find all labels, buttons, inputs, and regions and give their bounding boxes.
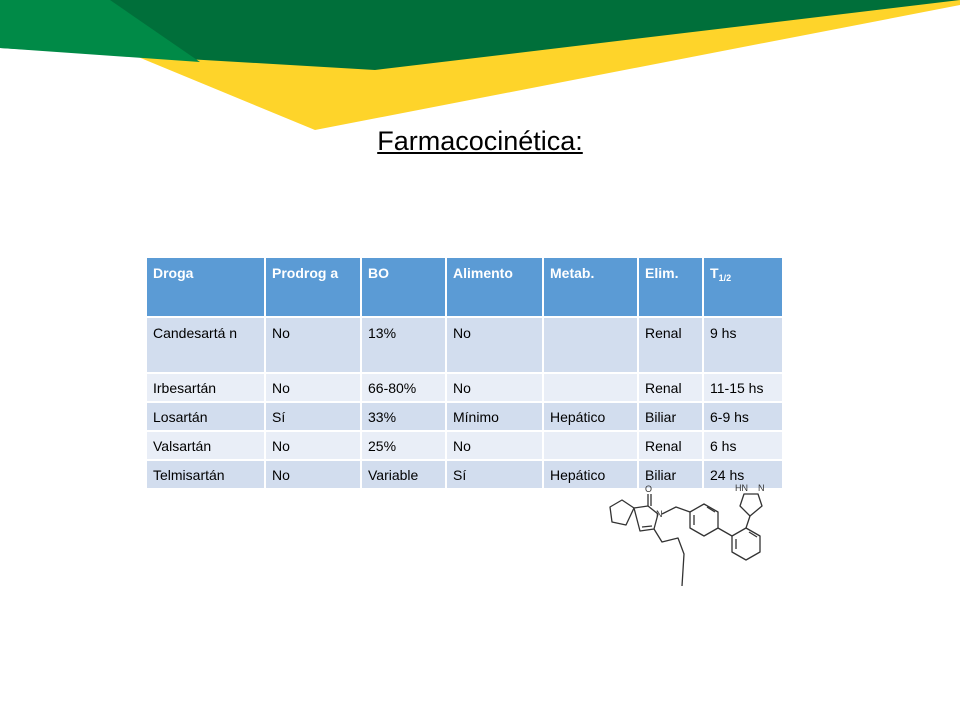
table-cell: Sí (265, 402, 361, 431)
table-row (146, 373, 783, 402)
atom-label-n: N (656, 509, 663, 519)
decorative-banner (0, 0, 960, 140)
table-cell: Mínimo (446, 402, 543, 431)
atom-label-o: O (645, 484, 653, 494)
header-elim: Elim. (638, 257, 703, 317)
atom-label-n-ring: N (758, 483, 765, 493)
table-cell: Sí (446, 460, 543, 489)
table-cell: No (446, 373, 543, 402)
header-droga: Droga (146, 257, 265, 317)
header-alimento: Alimento (446, 257, 543, 317)
table-cell: Biliar (638, 402, 703, 431)
molecule-structure-image (598, 476, 788, 591)
table-cell: Renal (638, 317, 703, 373)
table-cell: 6-9 hs (703, 402, 783, 431)
half-life-letter: T (710, 265, 719, 281)
table-cell: Variable (361, 460, 446, 489)
table-cell: 9 hs (703, 317, 783, 373)
pharmacokinetics-table (145, 256, 784, 490)
table-cell: Hepático (543, 460, 638, 489)
table-cell: No (265, 460, 361, 489)
table-cell: Biliar (638, 460, 703, 489)
table-row (146, 431, 783, 460)
atom-label-hn: HN (735, 483, 748, 493)
table-cell: 6 hs (703, 431, 783, 460)
page-title: Farmacocinética: (377, 126, 583, 156)
half-life-subscript: 1/2 (718, 273, 732, 283)
table-cell (543, 373, 638, 402)
table-cell: No (265, 317, 361, 373)
header-metab: Metab. (543, 257, 638, 317)
table-cell: Renal (638, 431, 703, 460)
table-cell: No (265, 431, 361, 460)
table-cell: 25% (361, 431, 446, 460)
header-half-life (703, 257, 783, 317)
header-bo: BO (361, 257, 446, 317)
table-cell (543, 431, 638, 460)
table-cell: Telmisartán (146, 460, 265, 489)
table-cell: 11-15 hs (703, 373, 783, 402)
table-header-row (146, 257, 783, 317)
table-cell: No (446, 317, 543, 373)
table-cell: Valsartán (146, 431, 265, 460)
table-cell: Hepático (543, 402, 638, 431)
table-cell: 66-80% (361, 373, 446, 402)
table-cell: Candesartá n (146, 317, 265, 373)
table-cell: 33% (361, 402, 446, 431)
table-row (146, 402, 783, 431)
table-cell: 24 hs (703, 460, 783, 489)
header-prodroga: Prodrog a (265, 257, 361, 317)
table-cell: Renal (638, 373, 703, 402)
table-row (146, 317, 783, 373)
table-cell: Losartán (146, 402, 265, 431)
table-cell: No (446, 431, 543, 460)
table-cell: Irbesartán (146, 373, 265, 402)
table-cell: No (265, 373, 361, 402)
table-cell: 13% (361, 317, 446, 373)
table-cell (543, 317, 638, 373)
